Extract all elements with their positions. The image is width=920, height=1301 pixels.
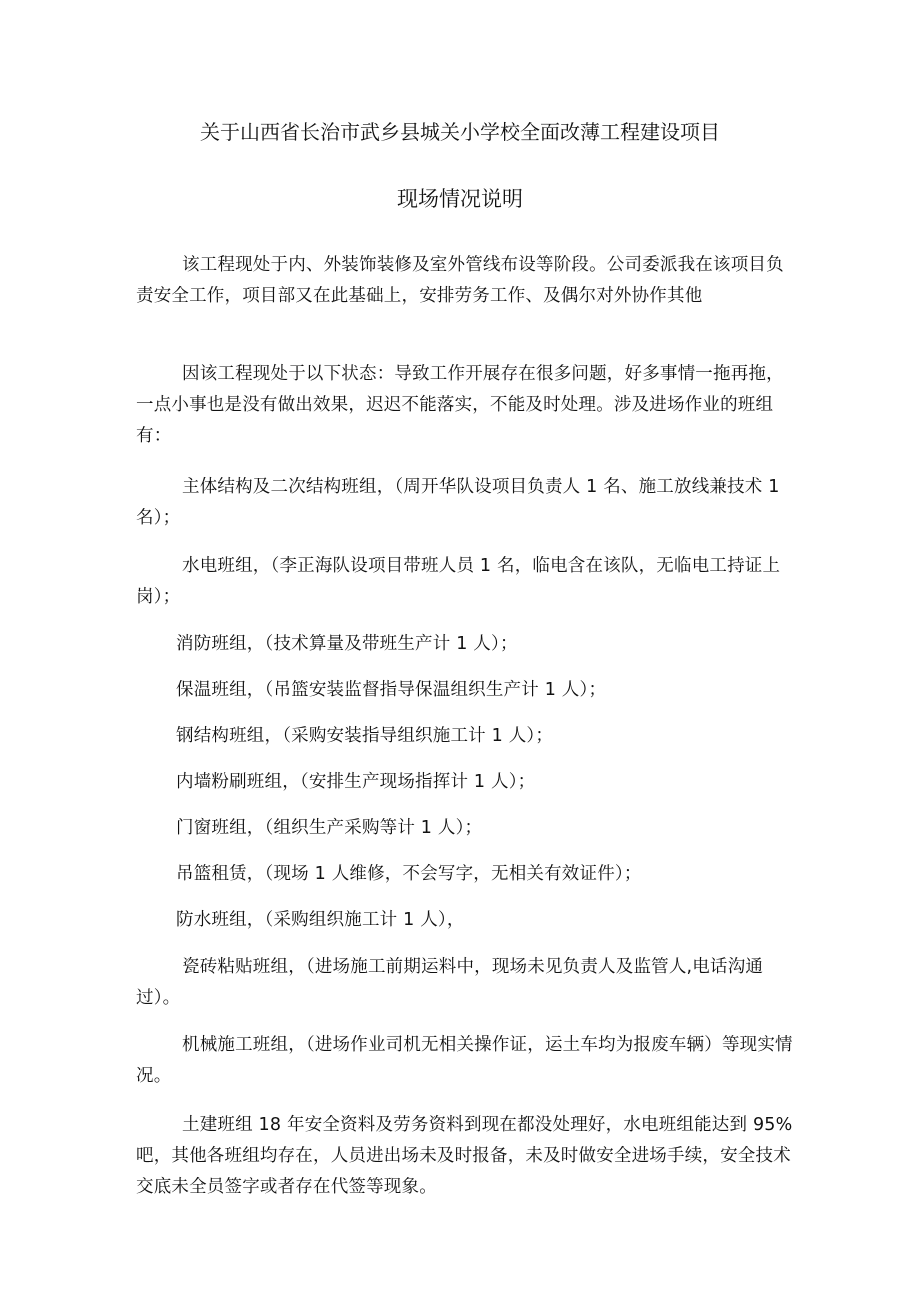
- paragraph-team-structure: 主体结构及二次结构班组，（周开华队设项目负责人 1 名、施工放线兼技术 1 名）；: [136, 476, 780, 528]
- document-title: 关于山西省长治市武乡县城关小学校全面改薄工程建设项目: [200, 120, 720, 144]
- paragraph-status: 因该工程现处于以下状态：导致工作开展存在很多问题，好多事情一拖再拖，一点小事也是没有做出效果，迟迟不能落实，不能及时处理。涉及进场作业的班组有：: [136, 363, 784, 446]
- paragraph-team-doors-windows: 门窗班组，（组织生产采购等计 1 人）；: [176, 817, 483, 838]
- paragraph-team-insulation: 保温班组，（吊篮安装监督指导保温组织生产计 1 人）；: [176, 679, 607, 700]
- paragraph-team-steel: 钢结构班组，（采购安装指导组织施工计 1 人）；: [176, 725, 554, 746]
- paragraph-team-machinery: 机械施工班组，（进场作业司机无相关操作证，运土车均为报废车辆）等现实情况。: [136, 1034, 793, 1086]
- document-subtitle: 现场情况说明: [397, 187, 523, 211]
- paragraph-team-fire: 消防班组，（技术算量及带班生产计 1 人）；: [176, 633, 518, 654]
- paragraph-team-waterproof: 防水班组，（采购组织施工计 1 人），: [176, 909, 465, 930]
- paragraph-intro: 该工程现处于内、外装饰装修及室外管线布设等阶段。公司委派我在该项目负责安全工作，项目部又在此基础上，安排劳务工作、及偶尔对外协作其他: [136, 254, 784, 306]
- paragraph-gondola-rental: 吊篮租赁，（现场 1 人维修，不会写字，无相关有效证件）；: [176, 863, 642, 884]
- paragraph-summary: 土建班组 18 年安全资料及劳务资料到现在都没处理好，水电班组能达到 95%吧，其他各班组均存在，人员进出场未及时报备，未及时做安全进场手续，安全技术交底未全员签字或者存在代签等现象。: [136, 1114, 793, 1197]
- paragraph-team-plumbing-electric: 水电班组，（李正海队设项目带班人员 1 名，临电含在该队，无临电工持证上岗）；: [136, 555, 781, 607]
- paragraph-team-tiling: 瓷砖粘贴班组，（进场施工前期运料中，现场未见负责人及监管人,电话沟通过）。: [136, 956, 764, 1008]
- paragraph-team-interior-paint: 内墙粉刷班组，（安排生产现场指挥计 1 人）；: [176, 771, 536, 792]
